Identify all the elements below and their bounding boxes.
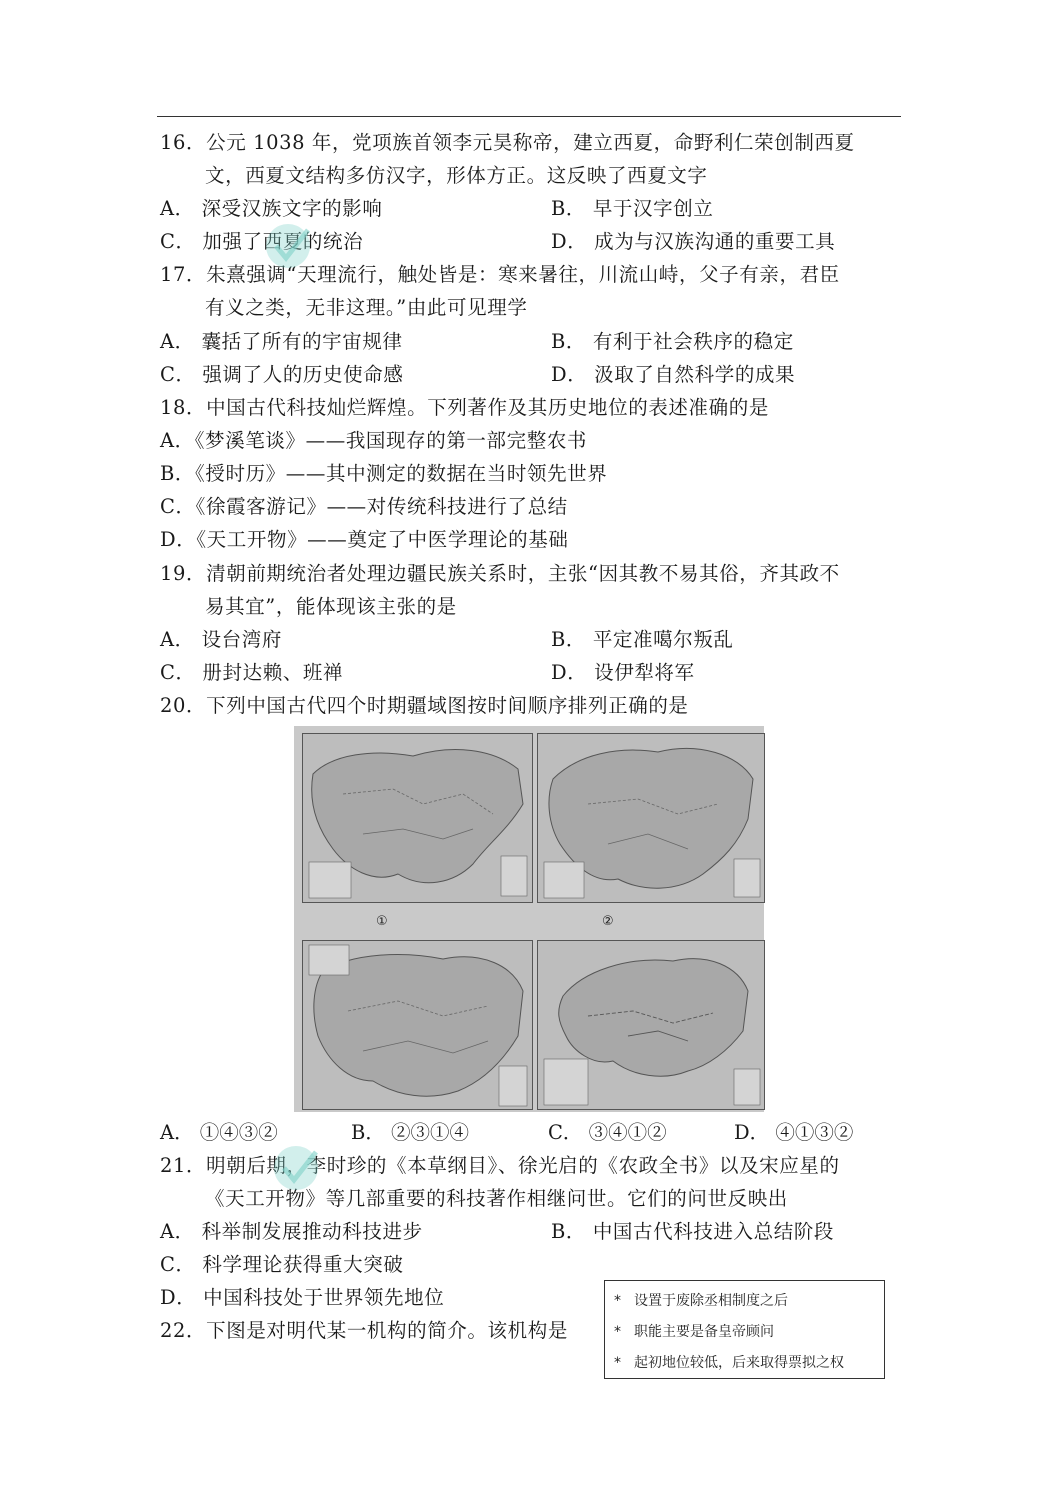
map-1 [302,733,533,903]
q17-stem-line1: 17．朱熹强调“天理流行，触处皆是：寒来暑往，川流山峙，父子有亲，君臣 [160,263,840,286]
info-text-3: 起初地位较低，后来取得票拟之权 [634,1355,844,1371]
info-text-2: 职能主要是备皇帝顾问 [634,1324,774,1340]
q20-option-b[interactable]: B． ②③①④ [351,1121,470,1144]
q19-stem-line2: 易其宜”，能体现该主张的是 [205,595,457,618]
map-2 [537,733,765,903]
q16-option-b[interactable]: B． 早于汉字创立 [551,197,714,220]
q21-option-d[interactable]: D． 中国科技处于世界领先地位 [160,1286,445,1309]
q21-option-c[interactable]: C． 科学理论获得重大突破 [160,1253,404,1276]
map-1-label: ① [376,914,388,929]
info-row-3 [614,1352,844,1372]
q20-option-c[interactable]: C． ③④①② [548,1121,667,1144]
q16-option-c[interactable]: C． 加强了西夏的统治 [160,230,364,253]
q17-option-b[interactable]: B． 有利于社会秩序的稳定 [551,330,794,353]
q18-option-b[interactable]: B．《授时历》——其中测定的数据在当时领先世界 [160,462,608,485]
q19-option-a[interactable]: A． 设台湾府 [160,628,282,651]
institution-info-box [604,1280,885,1379]
q21-option-a[interactable]: A． 科举制发展推动科技进步 [160,1220,423,1243]
q19-option-b[interactable]: B． 平定准噶尔叛乱 [551,628,734,651]
q16-stem-line1: 16．公元 1038 年，党项族首领李元昊称帝，建立西夏，命野利仁荣创制西夏 [160,131,855,154]
q19-stem-line1: 19．清朝前期统治者处理边疆民族关系时，主张“因其教不易其俗，齐其政不 [160,562,840,585]
map-4 [537,940,765,1110]
q19-option-d[interactable]: D． 设伊犁将军 [551,661,695,684]
info-text-1: 设置于废除丞相制度之后 [634,1293,788,1309]
q20-stem: 20．下列中国古代四个时期疆域图按时间顺序排列正确的是 [160,694,689,717]
q18-option-d[interactable]: D．《天工开物》——奠定了中医学理论的基础 [160,528,569,551]
q17-option-c[interactable]: C． 强调了人的历史使命感 [160,363,404,386]
header-rule [157,116,901,117]
bullet-star-icon: * [614,1324,621,1340]
q17-option-d[interactable]: D． 汲取了自然科学的成果 [551,363,796,386]
q18-option-a[interactable]: A．《梦溪笔谈》——我国现存的第一部完整农书 [160,429,588,452]
q17-option-a[interactable]: A． 囊括了所有的宇宙规律 [160,330,403,353]
q16-stem-line2: 文，西夏文结构多仿汉字，形体方正。这反映了西夏文字 [205,164,708,187]
territory-maps-figure [294,726,764,1112]
q20-option-d[interactable]: D． ④①③② [734,1121,854,1144]
bullet-star-icon: * [614,1355,621,1371]
map-3 [302,940,533,1110]
bullet-star-icon: * [614,1293,621,1309]
info-row-1 [614,1290,788,1310]
q16-option-a[interactable]: A． 深受汉族文字的影响 [160,197,383,220]
q19-option-c[interactable]: C． 册封达赖、班禅 [160,661,344,684]
info-row-2 [614,1321,774,1341]
q18-stem: 18．中国古代科技灿烂辉煌。下列著作及其历史地位的表述准确的是 [160,396,769,419]
map-2-label: ② [602,914,614,929]
q21-option-b[interactable]: B． 中国古代科技进入总结阶段 [551,1220,835,1243]
q18-option-c[interactable]: C．《徐霞客游记》——对传统科技进行了总结 [160,495,568,518]
q22-stem: 22．下图是对明代某一机构的简介。该机构是 [160,1319,568,1342]
q20-option-a[interactable]: A． ①④③② [160,1121,278,1144]
q16-option-d[interactable]: D． 成为与汉族沟通的重要工具 [551,230,836,253]
q21-stem-line1: 21．明朝后期，李时珍的《本草纲目》、徐光启的《农政全书》以及宋应星的 [160,1154,840,1177]
q17-stem-line2: 有义之类，无非这理。”由此可见理学 [205,296,528,319]
q21-stem-line2: 《天工开物》等几部重要的科技著作相继问世。它们的问世反映出 [205,1187,788,1210]
